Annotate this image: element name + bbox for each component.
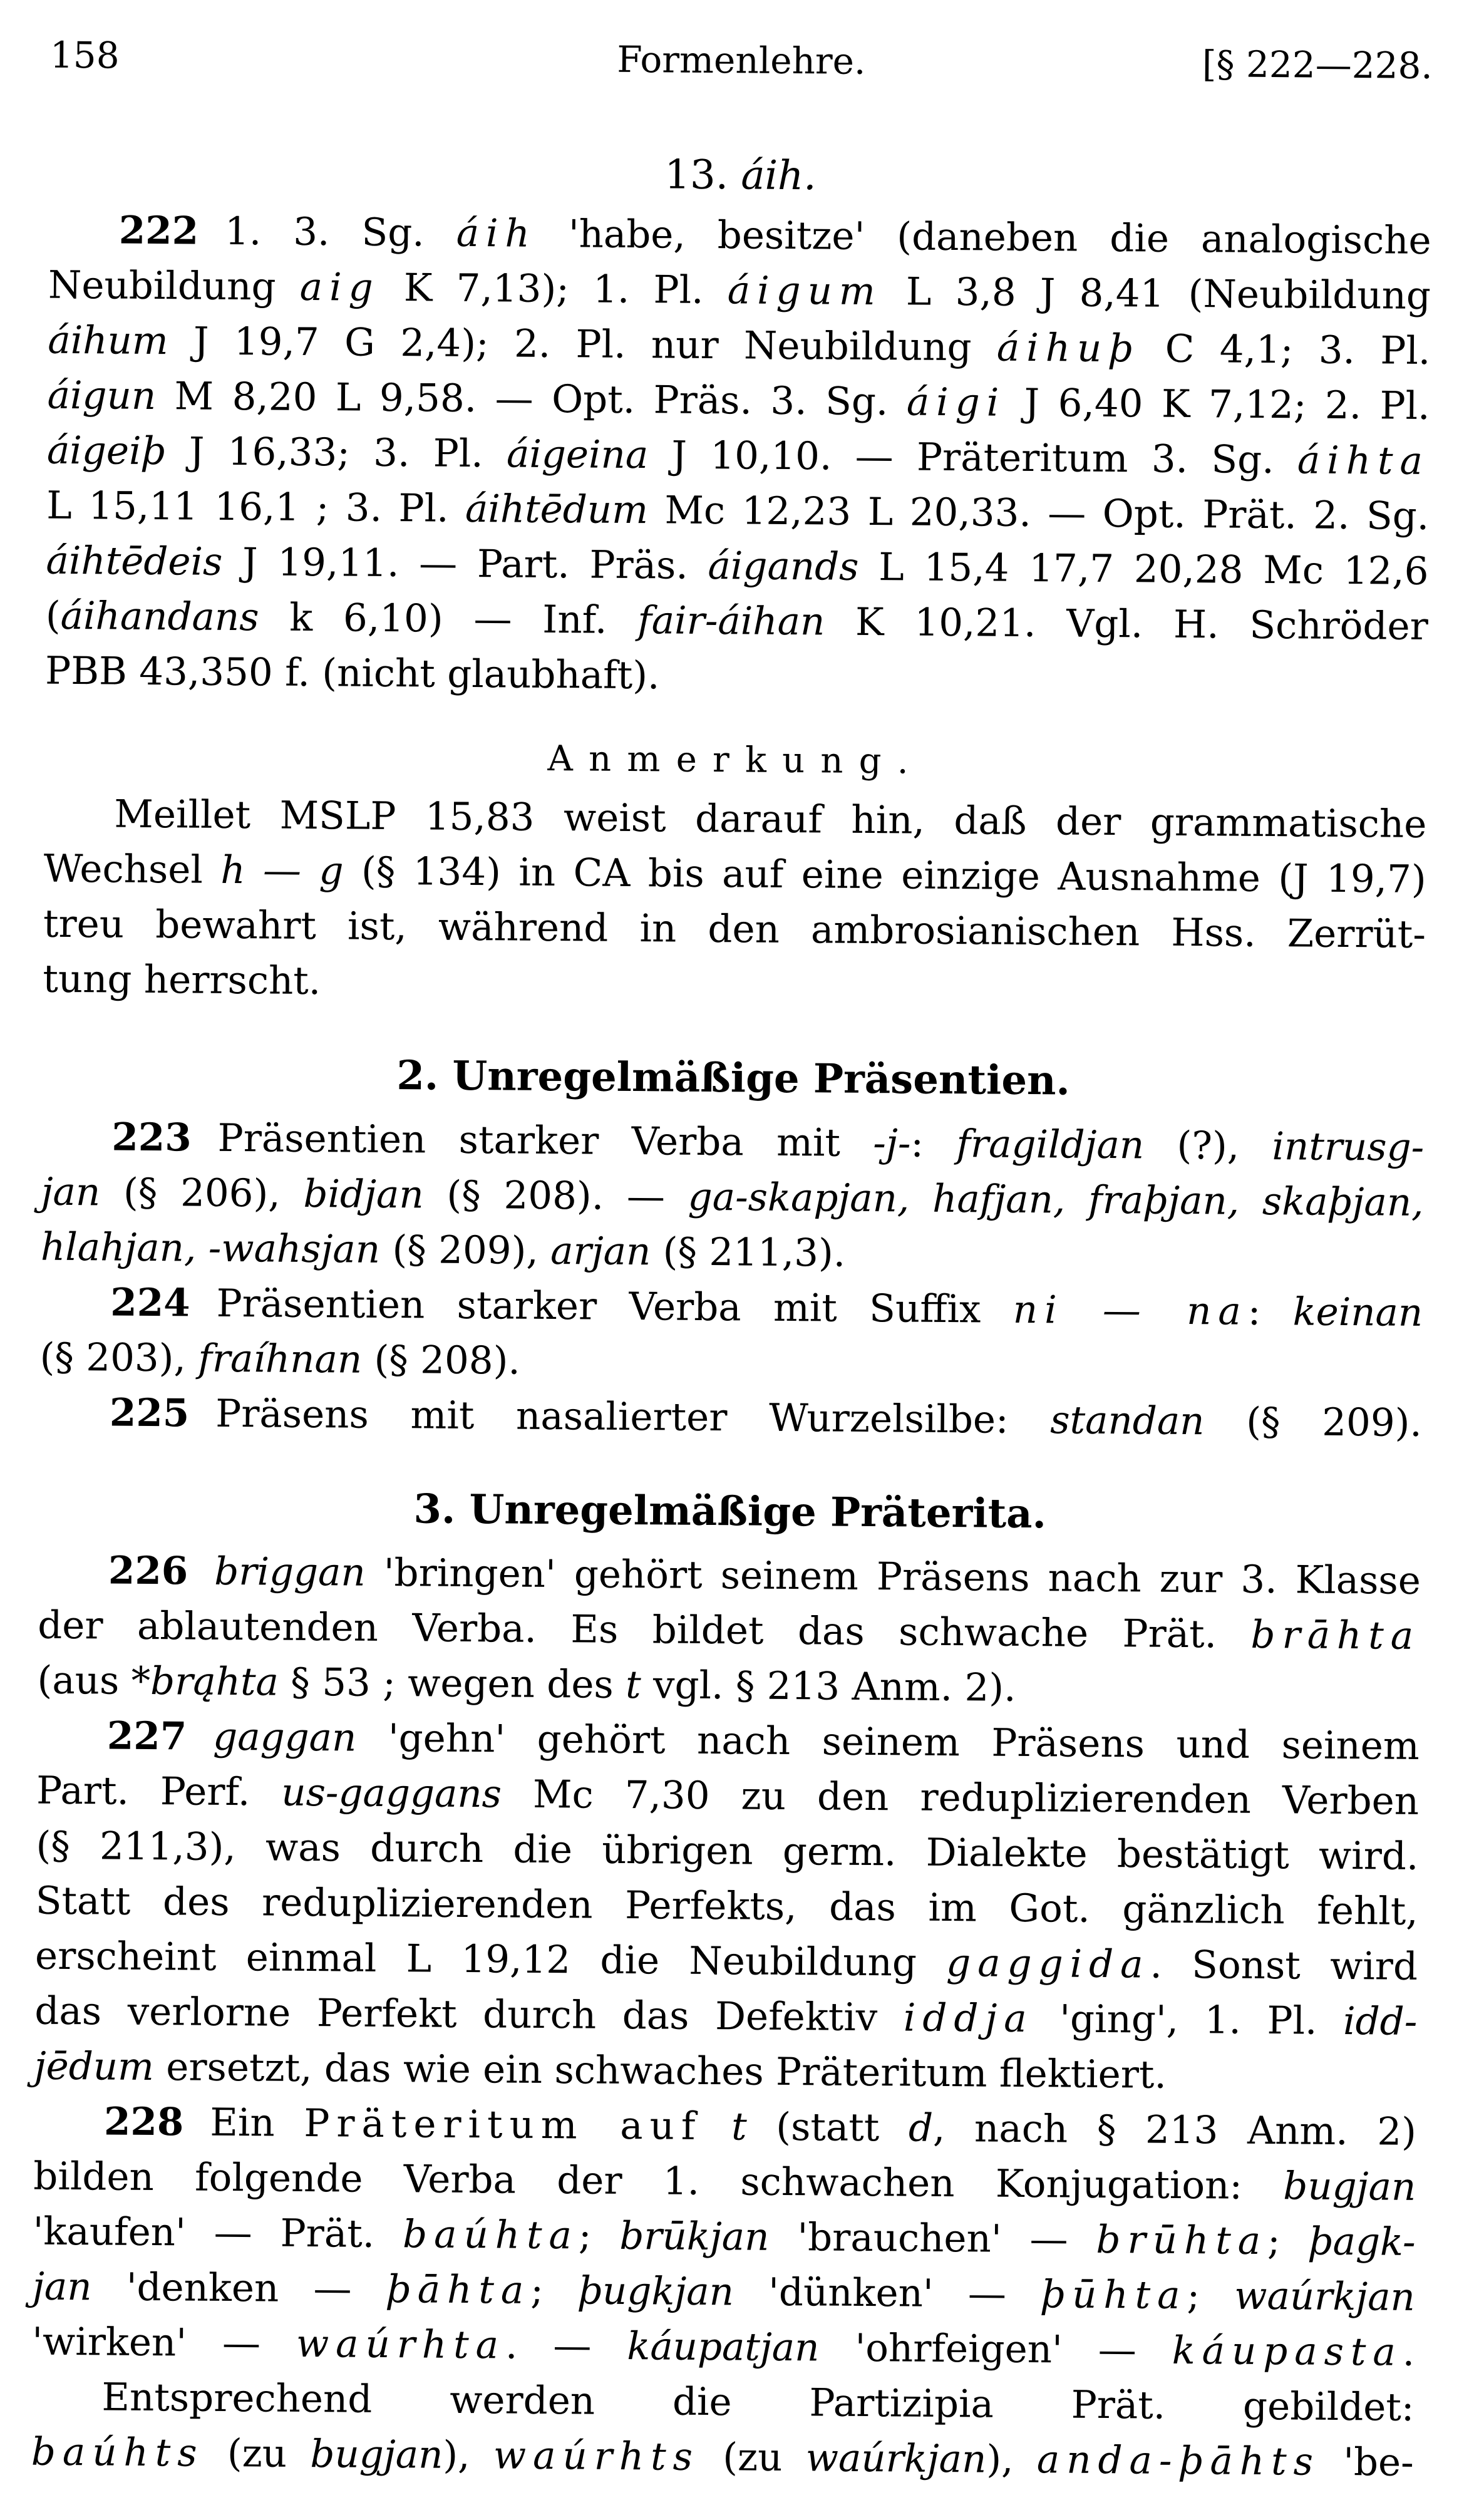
text-segment: t [731,2104,747,2149]
text-line [42,1046,1425,1112]
text-segment: bidjan [303,1171,424,1217]
text-line [36,1819,1419,1884]
paragraph-222 [45,203,1431,710]
heading-anmerkung [44,730,1428,791]
text-line [41,1110,1425,1175]
text-segment: gaggida [946,1941,1150,1987]
text-line [34,2094,1417,2160]
text-line [49,143,1432,209]
text-segment: 'habe, besitze' (daneben die analogische [536,211,1431,264]
text-segment: áigeina [506,431,649,478]
text-line [46,589,1429,654]
text-segment: Statt des reduplizierenden Perfekts, das im Got. gänzlich fehlt, [35,1878,1418,1934]
text-segment: 'brauchen' — [769,2214,1096,2262]
text-line [33,2204,1416,2270]
text-line [31,2370,1414,2435]
text-segment: Part. Perf. [36,1768,282,1815]
text-segment: baúhts [31,2429,204,2476]
text-line [47,423,1430,489]
text-line [47,368,1430,434]
text-line [43,952,1426,1018]
text-segment: 'ohrfeigen' — [819,2325,1173,2373]
text-line [33,2260,1416,2325]
text-line [44,787,1427,852]
text-segment: : [910,1121,957,1167]
text-segment: J 10,10. — Präteritum 3. Sg. [647,433,1298,483]
text-line [41,1165,1424,1231]
text-segment: Entsprechend werden die Partizipia Prät. gebildet: [101,2375,1414,2430]
paragraph-228 [31,2094,1417,2491]
paragraph-number: 228 [103,2099,184,2145]
text-segment: der ablautenden Verba. Es bildet das schwache Prät. [37,1603,1251,1657]
text-segment: Wechsel [43,846,221,892]
paragraph-number: 227 [106,1713,187,1759]
text-segment: 'kaufen' — Prät. [33,2209,403,2257]
text-segment: ; [1187,2273,1235,2318]
text-segment: áigum [727,268,882,314]
heading-unregelmaessige-praeterita [38,1479,1421,1545]
text-segment: áigi [906,380,1006,425]
text-segment: ; [578,2213,620,2258]
text-segment: waúrhta [296,2321,506,2368]
text-segment: (statt [746,2104,909,2151]
text-segment: Mc 7,30 zu den reduplizierenden Verben [501,1772,1420,1824]
text-segment: þūhta [1040,2272,1187,2318]
text-segment: áigeiþ [46,428,166,474]
text-line [48,313,1431,379]
text-segment: (aus [37,1658,131,1703]
text-segment: waúrkjan [805,2435,987,2482]
text-segment: (§ 203), [39,1335,198,1381]
text-line [33,2149,1416,2215]
text-segment: áigands [708,543,859,589]
text-segment: briggan [214,1549,366,1595]
text-segment: (§ 211,3). [651,1229,846,1276]
text-segment: erscheint einmal L 19,12 die Neubildung [34,1933,947,1986]
text-segment: brūkjan [619,2213,770,2260]
text-segment: L 15,11 16,1 ; 3. Pl. [46,483,466,531]
text-segment: jēdum [34,2043,155,2090]
text-segment: treu bewahrt ist, während in den ambrosianischen Hss. Zerrüt- [43,901,1426,957]
text-segment: . — [505,2323,627,2369]
text-segment: (§ 134) in CA bis auf eine einzige Ausnahme (J 19,7) [343,849,1426,902]
text-line [38,1479,1421,1545]
text-segment: 'gehn' gehört nach seinem Präsens und seinem [356,1715,1420,1769]
text-segment: 'ging', 1. Pl. [1033,1996,1344,2044]
text-segment: ; [530,2268,579,2313]
text-line [39,1385,1423,1451]
text-segment: J 19,7 G 2,4); 2. Pl. nur Neubildung [168,319,997,370]
text-line [38,1598,1421,1664]
text-segment [702,2104,731,2149]
text-line [48,203,1431,269]
text-segment: jan [41,1169,101,1215]
text-segment: L 15,4 17,7 20,28 Mc 12,6 [858,544,1429,594]
text-segment: ersetzt, das wie ein schwaches Präteritum flektiert. [153,2045,1167,2097]
text-segment: brūhta [1096,2217,1268,2264]
text-segment: h — g [220,847,344,894]
text-segment: (§ 209). [1204,1399,1423,1445]
text-segment: , nach § 213 Anm. 2) [932,2105,1417,2154]
text-segment: Mc 12,23 L 20,33. — Opt. Prät. 2. Sg. [647,488,1430,539]
text-segment: ni — na [1013,1287,1249,1334]
text-segment: áihum [48,318,168,364]
text-segment: 'bringen' gehört seinem Präsens nach zur 3. Klasse [365,1550,1421,1603]
text-line [43,842,1426,907]
text-line [43,897,1426,963]
text-segment: (§ 208). [361,1337,521,1383]
text-line [34,2039,1417,2105]
text-segment: arjan [550,1229,651,1274]
text-segment: bugjan [310,2432,443,2477]
text-line [40,1275,1423,1341]
text-segment: § 53 ; wegen des [278,1660,626,1707]
text-line [38,1543,1421,1609]
text-line [36,1764,1420,1829]
text-segment: áih. [741,152,817,200]
text-segment: idd- [1342,1999,1418,2044]
page-number: 158 [49,33,120,77]
text-line [46,534,1429,599]
text-segment: áihuþ [996,325,1140,371]
text-segment: J 6,40 K 7,12; 2. Pl. [1005,380,1430,429]
text-segment: hlahjan, -wahsjan [40,1224,381,1272]
text-segment: PBB 43,350 f. (nicht glaubhaft). [44,648,660,698]
text-line [32,2315,1415,2380]
text-line [41,1220,1424,1286]
text-segment: áigun [47,373,157,419]
text-segment: . Sonst wird [1150,1942,1418,1989]
text-segment: Präsentien starker Verba mit [217,1115,873,1166]
text-segment: káupasta [1172,2328,1403,2375]
text-segment: *brąhta [131,1658,279,1705]
text-line [46,478,1430,544]
text-line [48,258,1431,324]
text-segment: áih [456,210,537,256]
text-segment: standan [1050,1398,1205,1444]
text-segment: t [625,1662,641,1708]
text-segment: 'dünken' — [733,2270,1041,2317]
text-line [44,730,1428,791]
paragraph-number: 224 [110,1280,190,1326]
text-segment: anda-þāhts [1036,2437,1321,2484]
text-segment: intrusg- [1272,1124,1425,1170]
text-segment: þagk- [1308,2219,1416,2265]
text-segment: -j- [873,1121,911,1166]
text-segment: M 8,20 L 9,58. — Opt. Präs. 3. Sg. [155,374,907,425]
text-segment: K 10,21. Vgl. H. Schröder [825,599,1429,649]
text-segment: áihtēdum [465,486,649,533]
text-line [35,1929,1418,1995]
paragraph-anmerkung [43,787,1427,1018]
paragraph-223 [41,1110,1425,1286]
text-line [37,1653,1420,1719]
running-title: Formenlehre. [617,38,866,83]
text-segment: ), [443,2432,494,2478]
paragraph-number: 226 [108,1548,188,1594]
paragraph-number: 223 [111,1115,192,1160]
heading-13-aih [49,143,1432,209]
text-segment: 13. [664,152,741,199]
text-segment: das verlorne Perfekt durch das Defektiv [34,1988,904,2040]
text-segment: : [1247,1289,1293,1335]
text-segment: (§ 206), [100,1170,304,1216]
text-segment: þāhta [386,2267,531,2313]
text-line [34,1984,1418,2050]
text-segment: waúrkjan [1234,2273,1416,2320]
text-segment: þugkjan [577,2268,734,2315]
text-segment: brāhta [1250,1612,1421,1658]
text-segment: (zu [699,2434,806,2481]
text-segment: áihandans [60,593,259,640]
text-segment: vgl. § 213 Anm. 2). [641,1663,1016,1710]
paragraph-226 [37,1543,1421,1719]
text-segment: Meillet MSLP 15,83 weist darauf hin, daß der grammatische [114,792,1427,847]
text-segment: Anmerkung. [547,738,924,782]
text-segment: (zu [204,2430,311,2477]
text-segment: 'denken — [91,2265,387,2312]
text-segment: (§ 209), [379,1227,551,1274]
heading-unregelmaessige-praesentien [42,1046,1425,1112]
text-segment: káupatjan [627,2324,820,2370]
text-segment: ( [45,593,61,638]
paragraph-number: 222 [118,208,199,254]
text-segment: Neubildung [48,262,301,309]
text-segment: Präsens mit nasalierter Wurzelsilbe: [215,1391,1051,1443]
text-segment: J 16,33; 3. Pl. [165,429,507,477]
text-segment: (?), [1143,1123,1272,1169]
text-segment: áihtēdeis [46,538,223,584]
text-segment: Ein [210,2100,304,2146]
text-segment: . [1402,2330,1415,2375]
text-segment: aig [299,264,380,310]
text-block [31,143,1432,2491]
text-segment: 'wirken' — [31,2319,297,2366]
text-segment: tung herrscht. [43,956,321,1004]
text-segment: K 7,13); 1. Pl. [379,265,728,313]
page-header [50,28,1433,93]
text-line [31,2425,1414,2491]
text-segment: (§ 208). — [423,1172,688,1219]
text-segment: us-gaggans [281,1770,502,1817]
text-segment: gaggan [212,1714,357,1760]
text-line [45,644,1428,710]
text-line [37,1708,1420,1774]
text-segment: baúhta [402,2212,579,2258]
text-segment: d [908,2105,934,2151]
text-segment: jan [32,2264,92,2310]
text-segment: k 6,10) — Inf. [259,595,638,643]
text-segment: iddja [903,1995,1034,2042]
text-segment: fraíhnan [198,1336,363,1382]
text-segment: C 4,1; 3. Pl. [1140,326,1431,374]
text-segment: J 19,11. — Part. Präs. [222,539,708,588]
text-segment: 2. Unregelmäßige Präsentien. [396,1052,1071,1105]
section-range: [§ 222—228. [1202,43,1433,88]
text-segment: áihta [1297,438,1430,484]
text-segment: Präteritum auf [304,2100,703,2149]
text-segment: ), [986,2437,1038,2482]
text-segment: 'be- [1319,2439,1414,2485]
text-line [39,1330,1423,1396]
text-segment: bugjan [1283,2164,1416,2209]
text-segment: ; [1267,2219,1309,2264]
paragraph-225 [39,1385,1423,1451]
text-segment: waúrhts [493,2433,700,2479]
text-segment: ga-skapjan, hafjan, fraþjan, skaþjan, [688,1174,1424,1225]
text-segment: L 3,8 J 8,41 (Neubildung [882,269,1431,319]
text-segment: keinan [1292,1289,1423,1335]
paragraph-227 [34,1708,1420,2105]
text-segment: fair-áihan [637,598,825,644]
text-segment: fragildjan [956,1122,1145,1168]
paragraph-number: 225 [109,1390,190,1436]
text-segment: 3. Unregelmäßige Präterita. [413,1485,1047,1538]
paragraph-224 [39,1275,1423,1396]
text-segment: bilden folgende Verba der 1. schwachen Konjugation: [33,2154,1284,2209]
text-line [35,1874,1418,1939]
text-segment: (§ 211,3), was durch die übrigen germ. Dialekte bestätigt wird. [36,1823,1419,1879]
text-segment: 1. 3. Sg. [224,209,457,256]
text-segment: Präsentien starker Verba mit Suffix [216,1281,1014,1332]
